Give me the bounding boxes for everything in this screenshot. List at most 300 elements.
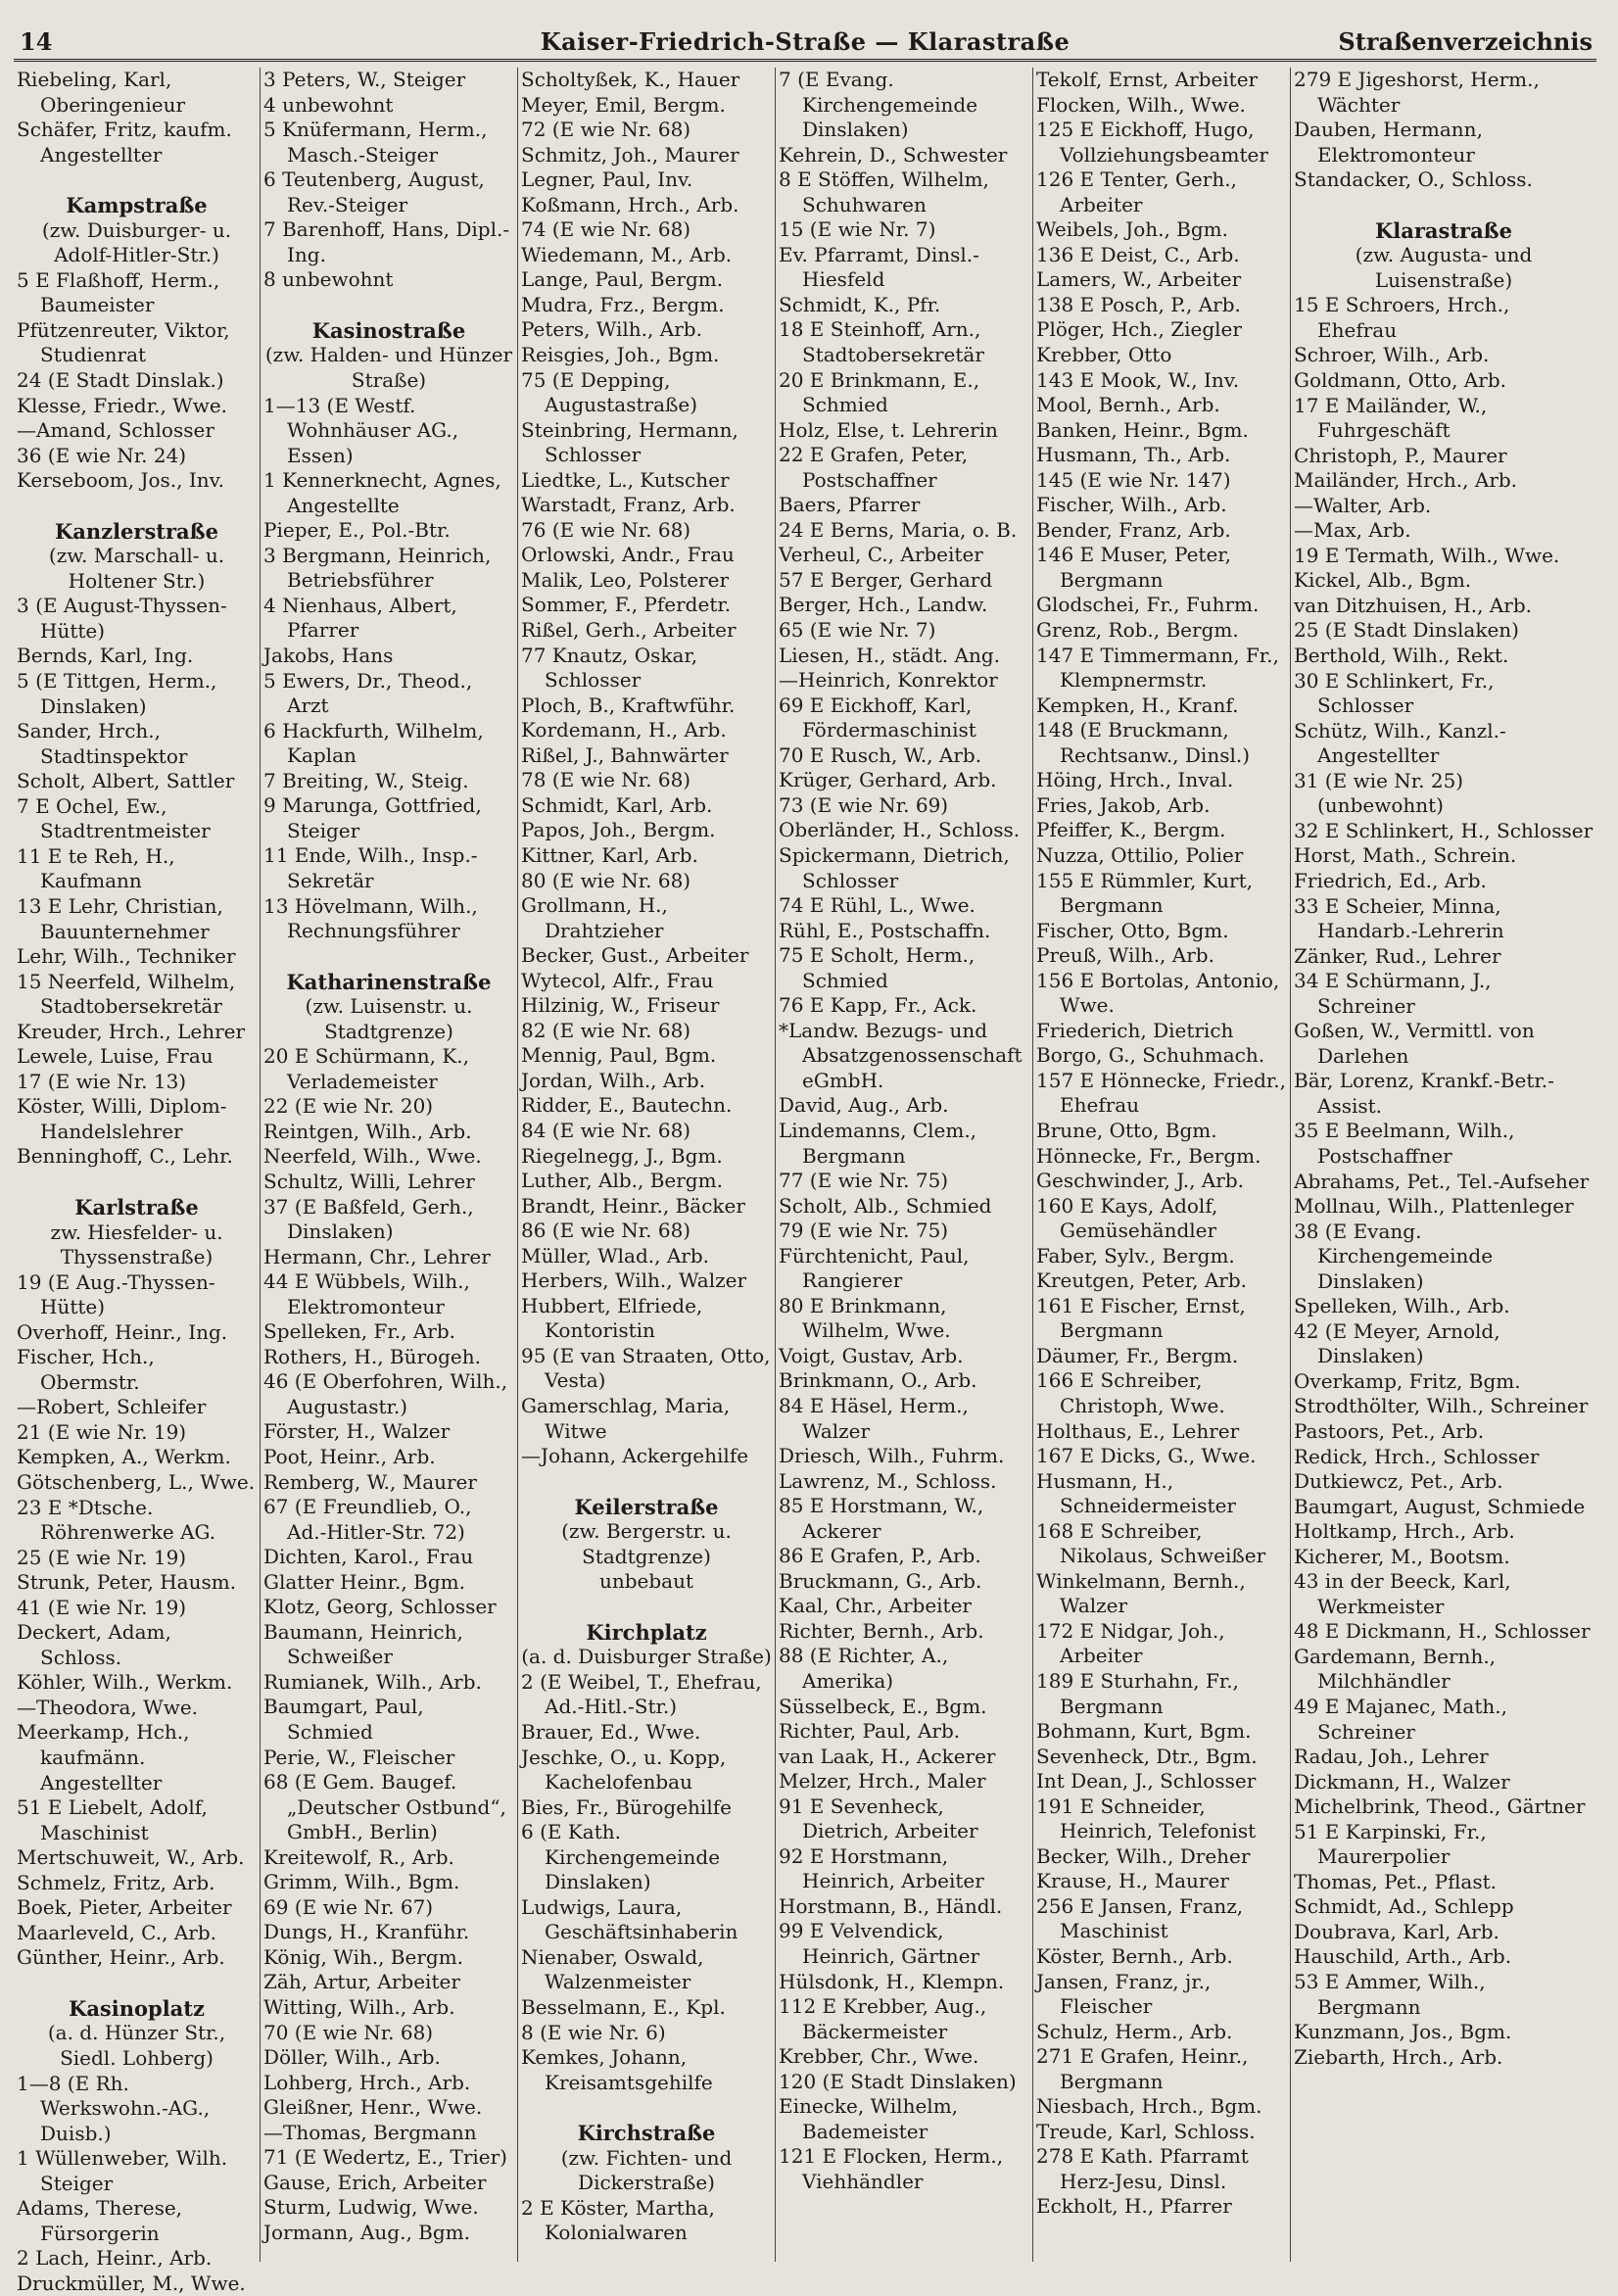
directory-entry: 191 E Schneider, Heinrich, Telefonist (1036, 1794, 1257, 1843)
directory-entry: 256 E Jansen, Franz, Maschinist (1036, 1893, 1244, 1943)
directory-entry: 19 (E Aug.-Thyssen-Hütte) (17, 1269, 215, 1319)
directory-entry: 167 E Dicks, G., Wwe. (1036, 1444, 1257, 1468)
directory-entry: Scholt, Albert, Sattler (17, 769, 235, 793)
directory-entry: Becker, Gust., Arbeiter (521, 943, 749, 968)
directory-entry: Berger, Hch., Landw. (779, 593, 988, 617)
directory-entry: 138 E Posch, P., Arb. (1036, 292, 1241, 316)
directory-entry: Schmidt, Ad., Schlepp (1294, 1894, 1514, 1919)
directory-entry: Kittner, Karl, Arb. (521, 842, 698, 867)
directory-entry: Brandt, Heinr., Bäcker (521, 1193, 745, 1218)
directory-entry: 9 Marunga, Gottfried, Steiger (263, 793, 482, 842)
directory-entry: Lehr, Wilh., Techniker (17, 944, 236, 969)
directory-entry: —Max, Arb. (1294, 518, 1411, 543)
directory-entry: Standacker, O., Schloss. (1294, 167, 1533, 192)
directory-entry: Lewele, Luise, Frau (17, 1044, 214, 1069)
column-3 (518, 68, 776, 2262)
directory-entry: 8 unbewohnt (263, 267, 394, 292)
directory-entry: Köster, Bernh., Arb. (1036, 1944, 1233, 1969)
directory-entry: 69 (E wie Nr. 67) (263, 1894, 434, 1919)
directory-entry: 77 Knautz, Oskar, Schlosser (521, 643, 698, 693)
directory-entry: 7 Breiting, W., Steig. (263, 768, 469, 792)
directory-entry: Süsselbeck, E., Bgm. (779, 1694, 987, 1718)
directory-entry: Schroer, Wilh., Arb. (1294, 343, 1490, 367)
directory-entry: Liesen, H., städt. Ang. (779, 643, 1000, 667)
directory-entry: Boek, Pieter, Arbeiter (17, 1895, 232, 1920)
directory-entry: Eckholt, H., Pfarrer (1036, 2194, 1232, 2219)
directory-entry: Plöger, Hch., Ziegler (1036, 317, 1242, 342)
directory-entry: 19 E Termath, Wilh., Wwe. (1294, 543, 1560, 567)
directory-entry: 125 E Eickhoff, Hugo, Vollziehungsbeamter (1036, 118, 1268, 167)
directory-entry: Döller, Wilh., Arb. (263, 2045, 441, 2070)
directory-entry: 136 E Deist, C., Arb. (1036, 242, 1240, 266)
directory-entry: 1 Kennerknecht, Agnes, Angestellte (263, 468, 501, 517)
directory-entry: 30 E Schlinkert, Fr., Schlosser (1294, 668, 1495, 718)
directory-entry: Kemkes, Johann, Kreisamtsgehilfe (521, 2045, 713, 2094)
directory-entry: 156 E Bortolas, Antonio, Wwe. (1036, 968, 1280, 1018)
directory-entry: Dauben, Hermann, Elektromonteur (1294, 118, 1483, 167)
directory-entry: König, Wih., Bergm. (263, 1944, 464, 1969)
directory-entry: 5 (E Tittgen, Herm., Dinslaken) (17, 669, 217, 718)
directory-entry: Bender, Franz, Arb. (1036, 517, 1231, 542)
directory-entry: Kordemann, H., Arb. (521, 718, 727, 742)
directory-entry: 34 E Schürmann, J., Schreiner (1294, 969, 1492, 1018)
directory-entry: 51 E Liebelt, Adolf, Maschinist (17, 1795, 208, 1844)
directory-entry: 24 (E Stadt Dinslak.) (17, 368, 224, 393)
directory-entry: 189 E Sturhahn, Fr., Bergmann (1036, 1669, 1239, 1718)
directory-entry: Mudra, Frz., Bergm. (521, 292, 725, 316)
directory-entry: Baumgart, August, Schmiede (1294, 1494, 1586, 1518)
directory-entry: Lange, Paul, Bergm. (521, 267, 724, 292)
street-heading: Katharinenstraße (286, 969, 492, 994)
directory-entry: Benninghoff, C., Lehr. (17, 1144, 233, 1169)
directory-entry: Sevenheck, Dtr., Bgm. (1036, 1744, 1258, 1768)
directory-entry: Treude, Karl, Schloss. (1036, 2119, 1256, 2143)
directory-entry: Dichten, Karol., Frau (263, 1545, 474, 1569)
directory-entry: 2 E Köster, Martha, Kolonialwaren (521, 2195, 715, 2245)
directory-entry: Scholtyßek, K., Hauer (521, 68, 740, 91)
directory-entry: Hermann, Chr., Lehrer (263, 1244, 491, 1268)
directory-entry: Borgo, G., Schuhmach. (1036, 1043, 1265, 1068)
directory-entry: 31 (E wie Nr. 25) (unbewohnt) (1294, 768, 1464, 818)
directory-entry: Kerseboom, Jos., Inv. (17, 468, 224, 493)
directory-entry: Klotz, Georg, Schlosser (263, 1595, 497, 1619)
directory-entry: Krebber, Otto (1036, 343, 1172, 367)
directory-entry: Jormann, Aug., Bgm. (263, 2220, 471, 2244)
directory-entry: 6 (E Kath. Kirchengemeinde Dinslaken) (521, 1820, 721, 1894)
directory-entry: 35 E Beelmann, Wilh., Postschaffner (1294, 1119, 1515, 1168)
street-location: (zw. Marschall- u. Holtener Str.) (48, 544, 225, 593)
directory-entry: Grollmann, H., Drahtzieher (521, 893, 668, 942)
directory-entry: Geschwinder, J., Arb. (1036, 1169, 1244, 1193)
directory-entry: 43 in der Beeck, Karl, Werkmeister (1294, 1569, 1511, 1618)
directory-entry: Rißel, J., Bahnwärter (521, 742, 729, 767)
directory-entry: Remberg, W., Maurer (263, 1469, 477, 1494)
directory-entry: Hubbert, Elfriede, Kontoristin (521, 1293, 703, 1343)
directory-entry: Weibels, Joh., Bgm. (1036, 217, 1229, 242)
directory-entry: Gause, Erich, Arbeiter (263, 2170, 487, 2194)
directory-entry: Becker, Wilh., Dreher (1036, 1843, 1251, 1868)
directory-entry: Jeschke, O., u. Kopp, Kachelofenbau (521, 1745, 727, 1794)
street-location: (zw. Fichten- und Dickerstraße) (560, 2145, 733, 2195)
directory-entry: 168 E Schreiber, Nikolaus, Schweißer (1036, 1518, 1266, 1568)
directory-entry: David, Aug., Arb. (779, 1093, 949, 1118)
directory-entry: Krause, H., Maurer (1036, 1869, 1229, 1893)
directory-entry: 95 (E van Straaten, Otto, Vesta) (521, 1343, 771, 1393)
directory-entry: 6 Hackfurth, Wilhelm, Kaplan (263, 718, 484, 768)
directory-entry: 11 E te Reh, H., Kaufmann (17, 843, 175, 893)
directory-entry: Preuß, Wilh., Arb. (1036, 943, 1214, 968)
street-heading: Kampstraße (66, 193, 208, 218)
directory-entry: Lohberg, Hrch., Arb. (263, 2070, 471, 2094)
directory-entry: Köhler, Wilh., Werkm. (17, 1670, 233, 1695)
directory-entry: 7 Barenhoff, Hans, Dipl.-Ing. (263, 217, 510, 266)
directory-entry: Abrahams, Pet., Tel.-Aufseher (1294, 1169, 1590, 1193)
directory-entry: Christoph, P., Maurer (1294, 443, 1507, 467)
directory-entry: Holtkamp, Hrch., Arb. (1294, 1519, 1515, 1544)
directory-entry: Mennig, Paul, Bgm. (521, 1043, 717, 1068)
directory-entry: Friederich, Dietrich (1036, 1018, 1234, 1042)
directory-entry: 155 E Rümmler, Kurt, Bergmann (1036, 868, 1254, 918)
directory-entry: Schmidt, K., Pfr. (779, 292, 941, 316)
directory-entry: 120 (E Stadt Dinslaken) (779, 2069, 1017, 2093)
directory-entry: 74 (E wie Nr. 68) (521, 217, 691, 242)
directory-entry: Ploch, B., Kraftwführ. (521, 693, 736, 717)
directory-entry: 67 (E Freundlieb, O., Ad.-Hitler-Str. 72) (263, 1495, 472, 1544)
directory-entry: 15 Neerfeld, Wilhelm, Stadtobersekretär (17, 969, 236, 1019)
directory-entry: Nuzza, Ottilio, Polier (1036, 842, 1244, 867)
directory-entry: Brauer, Ed., Wwe. (521, 1720, 701, 1744)
directory-entry: 77 (E wie Nr. 75) (779, 1169, 949, 1193)
street-heading: Klarastraße (1374, 217, 1513, 243)
directory-entry: 7 (E Evang. Kirchengemeinde Dinslaken) (779, 68, 978, 142)
directory-entry: 46 (E Oberfohren, Wilh., Augustastr.) (263, 1369, 508, 1418)
directory-entry: Sommer, F., Pferdetr. (521, 593, 732, 617)
directory-entry: Spelleken, Wilh., Arb. (1294, 1294, 1510, 1318)
directory-entry: Spickermann, Dietrich, Schlosser (779, 842, 1010, 892)
directory-entry: Michelbrink, Theod., Gärtner (1294, 1794, 1586, 1819)
directory-entry: 271 E Grafen, Heinr., Bergmann (1036, 2044, 1249, 2093)
directory-entry: Götschenberg, L., Wwe. (17, 1469, 256, 1494)
directory-entry: Niesbach, Hrch., Bgm. (1036, 2094, 1262, 2119)
directory-entry: 2 (E Weibel, T., Ehefrau, Ad.-Hitl.-Str.) (521, 1669, 762, 1719)
directory-entry: Schmidt, Karl, Arb. (521, 792, 713, 817)
directory-entry: Rißel, Gerh., Arbeiter (521, 618, 737, 643)
directory-entry: 25 (E Stadt Dinslaken) (1294, 618, 1519, 643)
directory-entry: Ziebarth, Hrch., Arb. (1294, 2044, 1503, 2069)
directory-entry: 21 (E wie Nr. 19) (17, 1419, 187, 1444)
directory-entry: Gleißner, Henr., Wwe. (263, 2095, 483, 2120)
directory-entry: Spelleken, Fr., Arb. (263, 1319, 455, 1344)
directory-entry: *Landw. Bezugs- und Absatzgenossenschaft eGmbH. (779, 1018, 1023, 1092)
directory-entry: 147 E Timmermann, Fr., Klempnermstr. (1036, 643, 1279, 693)
directory-entry: Scholt, Alb., Schmied (779, 1193, 992, 1218)
directory-entry: Steinbring, Hermann, Schlosser (521, 417, 738, 467)
directory-entry: 70 E Rusch, W., Arb. (779, 742, 982, 767)
directory-entry: —Walter, Arb. (1294, 493, 1432, 517)
directory-entry: 172 E Nidgar, Joh., Arbeiter (1036, 1618, 1225, 1668)
street-location: (zw. Luisenstr. u. Stadtgrenze) (305, 994, 473, 1043)
directory-entry: Holthaus, E., Lehrer (1036, 1418, 1240, 1443)
directory-entry: 70 (E wie Nr. 68) (263, 2020, 434, 2044)
directory-entry: 112 E Krebber, Aug., Bäckermeister (779, 1994, 987, 2043)
directory-entry: 68 (E Gem. Baugef. „Deutscher Ostbund“, GmbH., Berlin) (263, 1770, 506, 1844)
directory-entry: 3 Peters, W., Steiger (263, 68, 466, 91)
directory-entry: Köster, Willi, Diplom-Handelslehrer (17, 1094, 227, 1143)
directory-entry: Wiedemann, M., Arb. (521, 242, 733, 266)
directory-entry: Glatter Heinr., Bgm. (263, 1569, 465, 1594)
directory-entry: Husmann, H., Schneidermeister (1036, 1468, 1236, 1518)
directory-entry: Warstadt, Franz, Arb. (521, 493, 736, 517)
register-title: Straßenverzeichnis (1338, 27, 1593, 56)
directory-entry: Horstmann, B., Händl. (779, 1893, 1003, 1918)
street-heading: Kanzlerstraße (55, 518, 218, 544)
directory-entry: 37 (E Baßfeld, Gerh., Dinslaken) (263, 1194, 474, 1244)
directory-entry: 69 E Eickhoff, Karl, Fördermaschinist (779, 693, 976, 742)
directory-entry: Grimm, Wilh., Bgm. (263, 1870, 460, 1894)
directory-entry: 18 E Steinhoff, Arn., Stadtobersekretär (779, 317, 984, 367)
directory-entry: Rothers, H., Bürogeh. (263, 1344, 481, 1368)
directory-entry: Legner, Paul, Inv. (521, 167, 693, 192)
directory-entry: Winkelmann, Bernh., Walzer (1036, 1568, 1246, 1618)
page-header (14, 25, 1596, 62)
directory-entry: Däumer, Fr., Bergm. (1036, 1343, 1239, 1367)
directory-entry: Hilzinig, W., Friseur (521, 993, 720, 1018)
directory-entry: Einecke, Wilhelm, Bademeister (779, 2094, 959, 2143)
column-5 (1033, 68, 1291, 2262)
directory-entry: 11 Ende, Wilh., Insp.-Sekretär (263, 843, 478, 892)
directory-entry: 17 E Mailänder, W., Fuhrgeschäft (1294, 393, 1488, 443)
directory-entry: Overhoff, Heinr., Ing. (17, 1319, 228, 1344)
directory-entry: 41 (E wie Nr. 19) (17, 1595, 187, 1619)
directory-entry: Kreitewolf, R., Arb. (263, 1844, 454, 1869)
directory-entry: Riegelnegg, J., Bgm. (521, 1143, 723, 1168)
directory-entry: Baumann, Heinrich, Schweißer (263, 1619, 463, 1669)
directory-entry: 146 E Muser, Peter, Bergmann (1036, 543, 1232, 592)
directory-entry: 73 (E wie Nr. 69) (779, 792, 949, 817)
directory-entry: Jakobs, Hans (263, 644, 394, 668)
directory-entry: Oberländer, H., Schloss. (779, 818, 1021, 842)
directory-entry: 8 E Stöffen, Wilhelm, Schuhwaren (779, 167, 989, 216)
directory-entry: Baers, Pfarrer (779, 493, 921, 517)
directory-entry: Glodschei, Fr., Fuhrm. (1036, 593, 1260, 617)
directory-entry: Kaal, Chr., Arbeiter (779, 1594, 972, 1618)
directory-entry: Besselmann, E., Kpl. (521, 1995, 726, 2020)
directory-entry: Druckmüller, M., Wwe. (17, 2271, 246, 2295)
directory-entry: 4 Nienhaus, Albert, Pfarrer (263, 593, 457, 643)
directory-entry: 72 (E wie Nr. 68) (521, 118, 691, 142)
street-heading: Karlstraße (74, 1194, 199, 1220)
directory-entry: Grenz, Rob., Bergm. (1036, 618, 1239, 643)
directory-entry: 22 (E wie Nr. 20) (263, 1094, 434, 1119)
directory-entry: 143 E Mook, W., Inv. (1036, 367, 1240, 392)
directory-entry: Overkamp, Fritz, Bgm. (1294, 1368, 1521, 1393)
directory-entry: Ev. Pfarramt, Dinsl.-Hiesfeld (779, 242, 979, 292)
directory-entry: Mailänder, Hrch., Arb. (1294, 468, 1518, 493)
street-heading: Kirchstraße (577, 2121, 716, 2146)
directory-entry: Dungs, H., Kranführ. (263, 1920, 470, 1944)
directory-entry: 57 E Berger, Gerhard (779, 567, 993, 592)
directory-entry: Redick, Hrch., Schlosser (1294, 1444, 1540, 1468)
directory-entry: 5 Ewers, Dr., Theod., Arzt (263, 668, 473, 718)
directory-entry: 75 (E Depping, Augustastraße) (521, 367, 698, 417)
directory-entry: 38 (E Evang. Kirchengemeinde Dinslaken) (1294, 1219, 1494, 1293)
directory-entry: 86 E Grafen, P., Arb. (779, 1544, 981, 1568)
directory-entry: 20 E Brinkmann, E., Schmied (779, 367, 980, 417)
directory-entry: Meerkamp, Hch., kaufmänn. Angestellter (17, 1720, 190, 1794)
directory-entry: Krebber, Chr., Wwe. (779, 2044, 979, 2069)
directory-entry: 157 E Hönnecke, Friedr., Ehefrau (1036, 1068, 1286, 1118)
directory-entry: Rühl, E., Postschaffn. (779, 918, 991, 942)
directory-entry: 4 unbewohnt (263, 92, 394, 117)
directory-entry: Husmann, Th., Arb. (1036, 443, 1231, 467)
directory-entry: Bär, Lorenz, Krankf.-Betr.-Assist. (1294, 1069, 1554, 1118)
directory-entry: —Johann, Ackergehilfe (521, 1444, 749, 1468)
directory-entry: 48 E Dickmann, H., Schlosser (1294, 1619, 1591, 1644)
directory-entry: Dutkiewcz, Pet., Arb. (1294, 1469, 1503, 1494)
directory-entry: 148 (E Bruckmann, Rechtsanw., Dinsl.) (1036, 718, 1251, 767)
street-location: (zw. Halden- und Hünzer Straße) (264, 343, 513, 393)
directory-entry: Kickel, Alb., Bgm. (1294, 568, 1472, 593)
directory-entry: Baumgart, Paul, Schmied (263, 1695, 424, 1744)
column-4 (776, 68, 1033, 2262)
directory-entry: 91 E Sevenheck, Dietrich, Arbeiter (779, 1794, 978, 1843)
directory-entry: Lawrenz, M., Schloss. (779, 1468, 997, 1493)
directory-entry: Förster, H., Walzer (263, 1419, 451, 1444)
directory-entry: Witting, Wilh., Arb. (263, 1995, 455, 2020)
column-6 (1291, 68, 1596, 2262)
column-1 (14, 68, 261, 2295)
directory-entry: 279 E Jigeshorst, Herm., Wächter (1294, 68, 1540, 117)
directory-entry: Radau, Joh., Lehrer (1294, 1745, 1489, 1769)
directory-entry: Kempken, H., Kranf. (1036, 693, 1239, 717)
directory-entry: 82 (E wie Nr. 68) (521, 1018, 691, 1042)
directory-entry: Krüger, Gerhard, Arb. (779, 768, 997, 792)
directory-entry: Zäh, Artur, Arbeiter (263, 1970, 460, 1994)
directory-entry: 126 E Tenter, Gerh., Arbeiter (1036, 167, 1237, 216)
directory-entry: Pastoors, Pet., Arb. (1294, 1418, 1485, 1443)
directory-entry: Strodthölter, Wilh., Schreiner (1294, 1394, 1589, 1418)
directory-entry: 85 E Horstmann, W., Ackerer (779, 1494, 984, 1543)
directory-entry: 161 E Fischer, Ernst, Bergmann (1036, 1293, 1246, 1343)
directory-entry: Nienaber, Oswald, Walzenmeister (521, 1944, 704, 1994)
directory-entry: Fries, Jakob, Arb. (1036, 792, 1211, 817)
directory-entry: 7 E Ochel, Ew., Stadtrentmeister (17, 793, 211, 843)
page-number: 14 (20, 27, 53, 56)
directory-entry: 51 E Karpinski, Fr., Maurerpolier (1294, 1819, 1487, 1869)
directory-entry: 71 (E Wedertz, E., Trier) (263, 2145, 507, 2170)
directory-entry: 3 (E August-Thyssen-Hütte) (17, 594, 227, 643)
directory-entry: Doubrava, Karl, Arb. (1294, 1919, 1499, 1943)
directory-entry: Sander, Hrch., Stadtinspektor (17, 719, 188, 768)
directory-entry: Hönnecke, Fr., Bergm. (1036, 1143, 1261, 1168)
directory-entry: Papos, Joh., Bergm. (521, 818, 716, 842)
directory-entry: Peters, Wilh., Arb. (521, 317, 702, 342)
directory-entry: Holz, Else, t. Lehrerin (779, 417, 998, 442)
directory-entry: Pieper, E., Pol.-Btr. (263, 518, 451, 543)
directory-entry: Sturm, Ludwig, Wwe. (263, 2195, 479, 2220)
directory-entry: 3 Bergmann, Heinrich, Betriebsführer (263, 543, 492, 593)
directory-entry: Jansen, Franz, jr., Fleischer (1036, 1969, 1212, 2019)
directory-entry: Reisgies, Joh., Bgm. (521, 343, 720, 367)
directory-entry: 17 (E wie Nr. 13) (17, 1069, 187, 1093)
directory-entry: Kempken, A., Werkm. (17, 1445, 231, 1469)
directory-entry: 33 E Scheier, Minna, Handarb.-Lehrerin (1294, 893, 1504, 943)
directory-entry: Dickmann, H., Walzer (1294, 1769, 1510, 1794)
directory-entry: Rumianek, Wilh., Arb. (263, 1669, 482, 1694)
street-heading: Kasinoplatz (69, 1995, 205, 2021)
directory-entry: Luther, Alb., Bergm. (521, 1169, 723, 1193)
page-title: Kaiser-Friedrich-Straße — Klarastraße (540, 27, 1071, 56)
directory-entry: 76 (E wie Nr. 68) (521, 517, 691, 542)
directory-entry: Klesse, Friedr., Wwe. (17, 393, 228, 417)
directory-entry: Thomas, Pet., Pflast. (1294, 1869, 1498, 1893)
directory-entry: 25 (E wie Nr. 19) (17, 1545, 187, 1569)
directory-entry: Müller, Wlad., Arb. (521, 1243, 709, 1268)
directory-entry: 76 E Kapp, Fr., Ack. (779, 993, 977, 1018)
directory-entry: 65 (E wie Nr. 7) (779, 618, 936, 643)
directory-entry: 166 E Schreiber, Christoph, Wwe. (1036, 1368, 1225, 1417)
directory-entry: 53 E Ammer, Wilh., Bergmann (1294, 1970, 1486, 2019)
street-heading: Kirchplatz (586, 1619, 707, 1645)
directory-entry: Lindemanns, Clem., Bergmann (779, 1118, 977, 1168)
directory-entry: Deckert, Adam, Schloss. (17, 1620, 171, 1669)
directory-entry: 1—8 (E Rh. Werkswohn.-AG., Duisb.) (17, 2071, 211, 2145)
directory-entry: Bohmann, Kurt, Bgm. (1036, 1719, 1252, 1744)
directory-entry: 13 Hövelmann, Wilh., Rechnungsführer (263, 893, 478, 943)
directory-entry: Adams, Therese, Fürsorgerin (17, 2196, 183, 2245)
directory-entry: Wytecol, Alfr., Frau (521, 968, 714, 992)
directory-entry: Fischer, Otto, Bgm. (1036, 918, 1229, 942)
directory-entry: Bernds, Karl, Ing. (17, 644, 194, 668)
directory-entry: 86 (E wie Nr. 68) (521, 1219, 691, 1243)
street-location: zw. Hiesfelder- u. Thyssenstraße) (50, 1220, 223, 1269)
directory-entry: Gamerschlag, Maria, Witwe (521, 1393, 731, 1443)
directory-entry: 88 (E Richter, A., Amerika) (779, 1644, 949, 1693)
directory-entry: Int Dean, J., Schlosser (1036, 1769, 1257, 1794)
directory-entry: 44 E Wübbels, Wilh., Elektromonteur (263, 1269, 470, 1318)
directory-entry: Kreutgen, Peter, Arb. (1036, 1268, 1247, 1293)
directory-entry: van Ditzhuisen, H., Arb. (1294, 593, 1532, 617)
directory-entry: Liedtke, L., Kutscher (521, 467, 730, 492)
directory-entry: 79 (E wie Nr. 75) (779, 1219, 949, 1243)
directory-entry: 84 (E wie Nr. 68) (521, 1118, 691, 1142)
street-location: (a. d. Hünzer Str., Siedl. Lohberg) (47, 2021, 226, 2071)
directory-entry: Mertschuweit, W., Arb. (17, 1845, 245, 1870)
directory-entry: Ridder, E., Bautechn. (521, 1093, 733, 1118)
directory-entry: Horst, Math., Schrein. (1294, 843, 1517, 868)
directory-entry: Voigt, Gustav, Arb. (779, 1343, 964, 1367)
directory-entry: Friedrich, Ed., Arb. (1294, 868, 1487, 892)
directory-entry: Fischer, Wilh., Arb. (1036, 493, 1227, 517)
street-location: (zw. Bergerstr. u. Stadtgrenze) (561, 1519, 732, 1568)
directory-entry: Bies, Fr., Bürogehilfe (521, 1794, 732, 1819)
directory-entry: Goßen, W., Vermittl. von Darlehen (1294, 1019, 1535, 1068)
directory-entry: Kicherer, M., Bootsm. (1294, 1544, 1510, 1568)
directory-entry: 1 Wüllenweber, Wilh. Steiger (17, 2146, 228, 2195)
directory-entry: 278 E Kath. Pfarramt Herz-Jesu, Dinsl. (1036, 2144, 1249, 2193)
directory-entry: 24 E Berns, Maria, o. B. (779, 517, 1018, 542)
directory-entry: Fischer, Hch., Obermstr. (17, 1345, 155, 1394)
directory-entry: Goldmann, Otto, Arb. (1294, 368, 1506, 393)
directory-entry: 84 E Häsel, Herm., Walzer (779, 1393, 969, 1443)
directory-entry: Hauschild, Arth., Arb. (1294, 1944, 1512, 1969)
directory-entry: 15 (E wie Nr. 7) (779, 217, 936, 242)
directory-entry: —Amand, Schlosser (17, 418, 214, 443)
street-heading: Keilerstraße (574, 1494, 719, 1519)
directory-entry: Richter, Paul, Arb. (779, 1719, 961, 1744)
directory-entry: 5 E Flaßhoff, Herm., Baumeister (17, 267, 220, 317)
directory-entry: Maarleveld, C., Arb. (17, 1920, 216, 1944)
